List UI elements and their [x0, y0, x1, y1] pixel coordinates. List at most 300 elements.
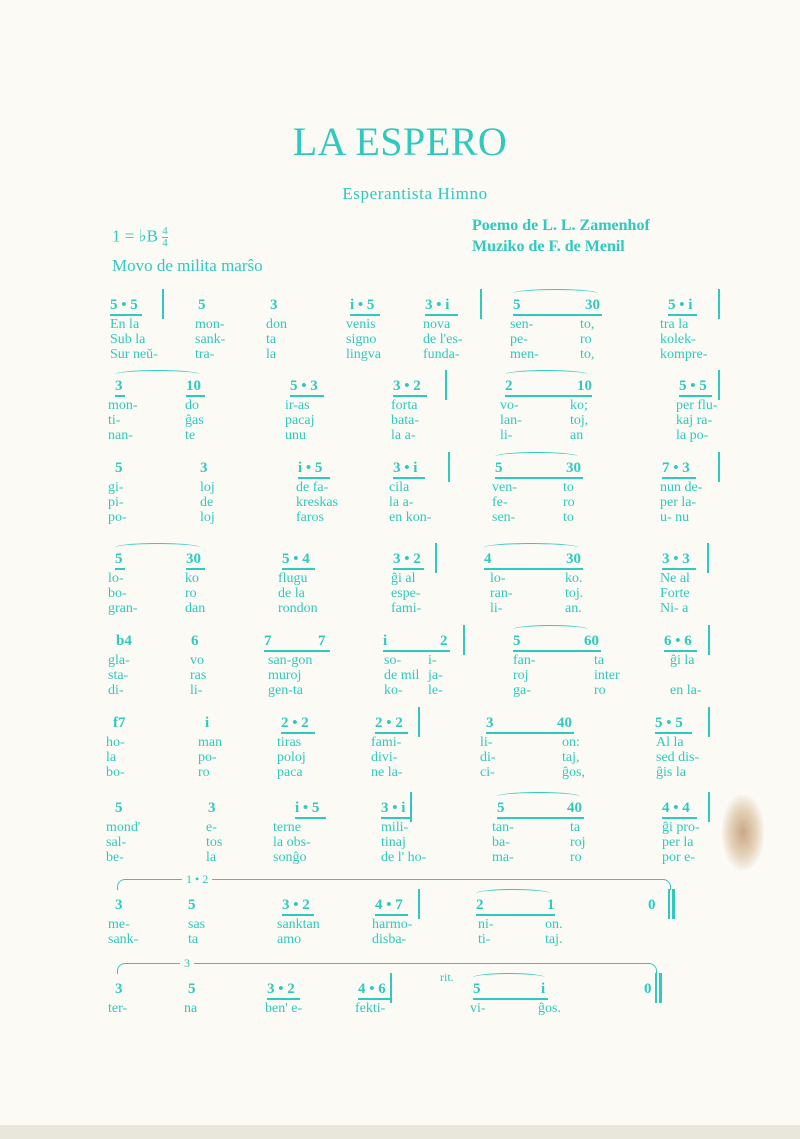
lyric-syllable: de	[200, 495, 214, 510]
lyric-syllable: an.	[565, 601, 582, 616]
bar-line	[463, 625, 465, 655]
volta-3-bracket	[117, 963, 657, 974]
lyric-syllable: ro	[570, 850, 582, 865]
note-group: 5 • 5	[655, 715, 683, 731]
note-group: 5	[497, 800, 505, 816]
lyric-syllable: ko.	[565, 571, 583, 586]
lyric-syllable: gla-	[108, 653, 130, 668]
note-group: 60	[584, 633, 599, 649]
lyric-syllable: la	[206, 850, 217, 865]
note-group: 2 • 2	[281, 715, 309, 731]
lyric-syllable: ras	[190, 668, 207, 683]
lyric-syllable: ci-	[480, 765, 495, 780]
lyric-syllable: per la-	[660, 495, 697, 510]
lyric-syllable: ti-	[478, 932, 491, 947]
lyric-syllable: vo	[190, 653, 204, 668]
lyric-syllable: dan	[185, 601, 206, 616]
lyric-syllable: ĝis la	[656, 765, 686, 780]
lyric-syllable: sonĝo	[273, 850, 307, 865]
lyric-syllable: fami-	[371, 735, 402, 750]
lyric-syllable: me-	[108, 917, 130, 932]
lyric-syllable: en kon-	[389, 510, 432, 525]
beat-underline	[513, 650, 601, 652]
note-group: 3 • 2	[393, 551, 421, 567]
lyric-syllable: lo-	[490, 571, 506, 586]
lyric-syllable: taj.	[545, 932, 563, 947]
lyric-syllable: sas	[188, 917, 206, 932]
lyric-syllable: fan-	[513, 653, 536, 668]
lyric-syllable: ja-	[428, 668, 443, 683]
lyric-syllable: na	[184, 1001, 198, 1016]
note-group: 3	[486, 715, 494, 731]
bar-line	[668, 889, 670, 919]
bar-line	[410, 792, 412, 822]
note-group: 3	[115, 981, 123, 997]
lyric-syllable: de l'es-	[423, 332, 463, 347]
lyric-syllable: man	[198, 735, 223, 750]
lyric-syllable: san-gon	[268, 653, 313, 668]
beat-underline	[186, 568, 205, 570]
lyric-syllable: nun de-	[660, 480, 703, 495]
tie-slur	[513, 289, 598, 298]
tie-slur	[495, 452, 578, 461]
lyric-syllable: i-	[428, 653, 437, 668]
lyric-syllable: ven-	[492, 480, 517, 495]
lyric-syllable: ni-	[478, 917, 494, 932]
note-group: 3	[115, 897, 123, 913]
lyric-syllable: sed dis-	[656, 750, 700, 765]
lyric-syllable: tan-	[492, 820, 514, 835]
bar-line	[445, 370, 447, 400]
key-signature	[112, 226, 168, 249]
time-bottom: 4	[162, 237, 168, 249]
lyric-syllable: ran-	[490, 586, 513, 601]
lyric-syllable: lo-	[108, 571, 124, 586]
lyric-syllable: mili-	[381, 820, 409, 835]
lyric-syllable: Sur neŭ-	[110, 347, 158, 362]
lyric-syllable: de l' ho-	[381, 850, 427, 865]
lyric-syllable: la po-	[676, 428, 709, 443]
lyric-syllable: muroj	[268, 668, 302, 683]
lyric-syllable: funda-	[423, 347, 460, 362]
bar-line	[718, 289, 720, 319]
note-group: 2	[505, 378, 513, 394]
lyric-syllable: forta	[391, 398, 418, 413]
beat-underline	[662, 817, 697, 819]
lyric-syllable: ir-as	[285, 398, 310, 413]
note-group: 5	[188, 981, 196, 997]
beat-underline	[282, 914, 314, 916]
lyric-syllable: ĝas	[185, 413, 204, 428]
beat-underline	[383, 650, 450, 652]
beat-underline	[186, 395, 205, 397]
lyric-syllable: men-	[510, 347, 539, 362]
bar-line	[708, 792, 710, 822]
lyric-syllable: ga-	[513, 683, 531, 698]
lyric-syllable: Ne al	[660, 571, 690, 586]
lyric-syllable: tra-	[195, 347, 215, 362]
lyric-syllable: terne	[273, 820, 301, 835]
note-group: 30	[566, 460, 581, 476]
lyric-syllable: la a-	[389, 495, 414, 510]
lyric-syllable: ko;	[570, 398, 588, 413]
lyric-syllable: tiras	[277, 735, 302, 750]
note-group: 4	[484, 551, 492, 567]
bar-line	[655, 973, 657, 1003]
lyric-syllable: disba-	[372, 932, 407, 947]
note-group: 3 • 2	[282, 897, 310, 913]
lyric-syllable: so-	[384, 653, 402, 668]
note-group: 4 • 4	[662, 800, 690, 816]
beat-underline	[393, 477, 425, 479]
lyric-syllable: roj	[513, 668, 529, 683]
note-group: 1	[547, 897, 555, 913]
lyric-syllable: ĝi la	[670, 653, 695, 668]
lyric-syllable: bo-	[106, 765, 125, 780]
lyric-syllable: poloj	[277, 750, 306, 765]
beat-underline	[662, 477, 696, 479]
lyric-syllable: tinaj	[381, 835, 406, 850]
note-group: 3	[270, 297, 278, 313]
lyric-syllable: ĝos.	[538, 1001, 561, 1016]
lyric-syllable: unu	[285, 428, 306, 443]
lyric-syllable: pacaj	[285, 413, 315, 428]
lyric-syllable: te	[185, 428, 196, 443]
note-group: 5	[188, 897, 196, 913]
note-group: 6 • 6	[664, 633, 692, 649]
lyric-syllable: roj	[570, 835, 586, 850]
lyric-syllable: de fa-	[296, 480, 329, 495]
lyric-syllable: taj,	[562, 750, 580, 765]
bar-line	[448, 452, 450, 482]
lyric-syllable: cila	[389, 480, 410, 495]
bar-line	[708, 707, 710, 737]
bar-line	[707, 543, 709, 573]
song-subtitle: Esperantista Himno	[342, 184, 488, 203]
beat-underline	[115, 568, 125, 570]
note-group: 2 • 2	[375, 715, 403, 731]
lyric-syllable: per la	[662, 835, 694, 850]
note-group: 5 • i	[668, 297, 693, 313]
beat-underline	[267, 998, 300, 1000]
lyric-syllable: don	[266, 317, 287, 332]
note-group: i • 5	[350, 297, 375, 313]
lyric-syllable: mon-	[195, 317, 225, 332]
lyric-syllable: di-	[108, 683, 124, 698]
beat-underline	[358, 998, 390, 1000]
lyric-syllable: fami-	[391, 601, 422, 616]
lyric-syllable: ter-	[108, 1001, 128, 1016]
lyric-syllable: do	[185, 398, 199, 413]
note-group: 2	[440, 633, 448, 649]
lyric-syllable: la a-	[391, 428, 416, 443]
lyric-syllable: por e-	[662, 850, 696, 865]
lyric-syllable: ben' e-	[265, 1001, 303, 1016]
note-group: 7	[318, 633, 326, 649]
lyric-syllable: loj	[200, 480, 215, 495]
beat-underline	[497, 817, 584, 819]
lyric-syllable: to,	[580, 317, 595, 332]
note-group: 2	[476, 897, 484, 913]
tie-slur	[484, 543, 578, 552]
note-group: 3 • 2	[393, 378, 421, 394]
lyric-syllable: li-	[480, 735, 493, 750]
lyric-syllable: ĝos,	[562, 765, 585, 780]
note-group: 5	[115, 800, 123, 816]
lyric-syllable: ko	[185, 571, 199, 586]
note-group: 5	[513, 633, 521, 649]
lyric-syllable: tra la	[660, 317, 689, 332]
beat-underline	[295, 817, 326, 819]
beat-underline	[350, 314, 380, 316]
note-group: 5 • 5	[679, 378, 707, 394]
lyric-syllable: ta	[570, 820, 581, 835]
song-title: LA ESPERO	[292, 119, 508, 164]
lyric-syllable: ne la-	[371, 765, 403, 780]
key-label: 1 = ♭B	[112, 226, 158, 246]
page-edge	[0, 1125, 800, 1139]
lyric-syllable: ro	[580, 332, 592, 347]
bar-line	[435, 543, 437, 573]
lyric-syllable: sen-	[492, 510, 516, 525]
lyric-syllable: li-	[190, 683, 203, 698]
time-signature	[162, 226, 168, 249]
note-group: 3 • i	[381, 800, 406, 816]
lyric-syllable: gen-ta	[268, 683, 303, 698]
lyric-syllable: kaj ra-	[676, 413, 713, 428]
lyric-syllable: Ni- a	[660, 601, 689, 616]
lyric-syllable: divi-	[371, 750, 398, 765]
lyric-syllable: ko-	[384, 683, 403, 698]
lyric-syllable: sal-	[106, 835, 127, 850]
lyric-syllable: lan-	[500, 413, 522, 428]
beat-underline	[375, 732, 408, 734]
lyric-syllable: ro	[185, 586, 197, 601]
beat-underline	[110, 314, 142, 316]
lyric-syllable: lingva	[346, 347, 381, 362]
lyric-syllable: mond'	[106, 820, 141, 835]
lyric-syllable: li-	[490, 601, 503, 616]
lyric-syllable: inter	[594, 668, 620, 683]
note-group: 3 • 2	[267, 981, 295, 997]
lyric-syllable: kompre-	[660, 347, 708, 362]
lyric-syllable: li-	[500, 428, 513, 443]
final-bar-line	[672, 889, 675, 919]
lyric-syllable: to	[563, 510, 574, 525]
note-group: 5	[198, 297, 206, 313]
lyric-syllable: loj	[200, 510, 215, 525]
note-group: i	[541, 981, 546, 997]
note-group: 5	[473, 981, 481, 997]
lyric-syllable: ti-	[108, 413, 121, 428]
lyric-syllable: ro	[563, 495, 575, 510]
tie-slur	[115, 370, 200, 379]
bar-line	[718, 452, 720, 482]
beat-underline	[282, 568, 315, 570]
lyric-syllable: sank-	[108, 932, 139, 947]
lyric-syllable: paca	[277, 765, 303, 780]
beat-underline	[668, 314, 697, 316]
lyric-syllable: ta	[266, 332, 277, 347]
lyric-syllable: signo	[346, 332, 377, 347]
note-group: 5	[495, 460, 503, 476]
beat-underline	[115, 395, 125, 397]
lyric-syllable: la	[106, 750, 117, 765]
lyric-syllable: e-	[206, 820, 217, 835]
lyric-syllable: amo	[277, 932, 302, 947]
lyric-syllable: be-	[106, 850, 124, 865]
note-group: 4 • 6	[358, 981, 386, 997]
beat-underline	[264, 650, 330, 652]
time-top: 4	[162, 225, 168, 237]
paper-stain	[722, 795, 764, 870]
lyric-syllable: kreskas	[296, 495, 338, 510]
note-group: 3 • 3	[662, 551, 690, 567]
note-group: 3	[208, 800, 216, 816]
lyric-syllable: la obs-	[273, 835, 311, 850]
beat-underline	[486, 732, 574, 734]
lyric-syllable: en la-	[670, 683, 702, 698]
beat-underline	[375, 914, 408, 916]
bar-line	[708, 625, 710, 655]
lyric-syllable: fe-	[492, 495, 508, 510]
volta-1-2-label: 1 • 2	[182, 872, 212, 887]
lyric-syllable: venis	[346, 317, 376, 332]
note-group: b4	[116, 633, 132, 649]
lyric-syllable: tos	[206, 835, 223, 850]
composer-credit: Muziko de F. de Menil	[472, 238, 625, 255]
note-group: 5	[115, 460, 123, 476]
lyric-syllable: ma-	[492, 850, 514, 865]
lyric-syllable: to	[563, 480, 574, 495]
lyric-syllable: nova	[423, 317, 451, 332]
note-group: 4 • 7	[375, 897, 403, 913]
bar-line	[480, 289, 482, 319]
tie-slur	[505, 370, 588, 379]
lyric-syllable: le-	[428, 683, 443, 698]
volta-3-label: 3	[180, 956, 194, 971]
note-group: 0	[648, 897, 656, 913]
note-group: 5 • 4	[282, 551, 310, 567]
lyric-syllable: toj.	[565, 586, 584, 601]
beat-underline	[298, 477, 330, 479]
lyric-syllable: la	[266, 347, 277, 362]
note-group: 3 • i	[425, 297, 450, 313]
note-group: 10	[577, 378, 592, 394]
beat-underline	[290, 395, 324, 397]
lyric-syllable: rondon	[278, 601, 318, 616]
note-group: i • 5	[295, 800, 320, 816]
beat-underline	[484, 568, 583, 570]
note-group: 5 • 3	[290, 378, 318, 394]
note-group: 10	[186, 378, 201, 394]
tie-slur	[476, 889, 550, 898]
bar-line	[418, 707, 420, 737]
lyric-syllable: gi-	[108, 480, 124, 495]
beat-underline	[473, 998, 548, 1000]
poet-credit: Poemo de L. L. Zamenhof	[472, 217, 650, 234]
note-group: 3	[200, 460, 208, 476]
lyric-syllable: on.	[545, 917, 563, 932]
lyric-syllable: sen-	[510, 317, 534, 332]
beat-underline	[393, 395, 427, 397]
lyric-syllable: bata-	[391, 413, 419, 428]
note-group: 40	[567, 800, 582, 816]
lyric-syllable: ho-	[106, 735, 125, 750]
note-group: f7	[113, 715, 126, 731]
lyric-syllable: sanktan	[277, 917, 320, 932]
note-group: 30	[585, 297, 600, 313]
beat-underline	[679, 395, 712, 397]
lyric-syllable: harmo-	[372, 917, 413, 932]
note-group: i • 5	[298, 460, 323, 476]
note-group: 7	[264, 633, 272, 649]
lyric-syllable: Forte	[660, 586, 690, 601]
lyric-syllable: per flu-	[676, 398, 718, 413]
note-group: 30	[566, 551, 581, 567]
lyric-syllable: u- nu	[660, 510, 690, 525]
note-group: 5	[115, 551, 123, 567]
lyric-syllable: on:	[562, 735, 580, 750]
lyric-syllable: vi-	[470, 1001, 486, 1016]
tie-slur	[473, 973, 545, 982]
lyric-syllable: nan-	[108, 428, 133, 443]
note-group: 0	[644, 981, 652, 997]
lyric-syllable: faros	[296, 510, 324, 525]
lyric-syllable: kolek-	[660, 332, 696, 347]
lyric-syllable: an	[570, 428, 584, 443]
lyric-syllable: ta	[594, 653, 605, 668]
lyric-syllable: sank-	[195, 332, 226, 347]
lyric-syllable: mon-	[108, 398, 138, 413]
bar-line	[718, 370, 720, 400]
lyric-syllable: sta-	[108, 668, 129, 683]
beat-underline	[505, 395, 592, 397]
note-group: 30	[186, 551, 201, 567]
note-group: 40	[557, 715, 572, 731]
note-group: 7 • 3	[662, 460, 690, 476]
lyric-syllable: toj,	[570, 413, 589, 428]
lyric-syllable: de la	[278, 586, 305, 601]
lyric-syllable: po-	[198, 750, 217, 765]
lyric-syllable: gran-	[108, 601, 138, 616]
tempo-marking: Movo de milita marŝo	[112, 256, 263, 275]
lyric-syllable: ĝi al	[391, 571, 416, 586]
lyric-syllable: ba-	[492, 835, 510, 850]
beat-underline	[381, 817, 410, 819]
lyric-syllable: di-	[480, 750, 496, 765]
note-group: i	[383, 633, 388, 649]
lyric-syllable: ro	[594, 683, 606, 698]
beat-underline	[664, 650, 697, 652]
beat-underline	[655, 732, 692, 734]
lyric-syllable: po-	[108, 510, 127, 525]
note-group: 6	[191, 633, 199, 649]
beat-underline	[476, 914, 555, 916]
ritardando-mark: rit.	[440, 970, 454, 984]
final-bar-line	[659, 973, 662, 1003]
note-group: i	[205, 715, 210, 731]
lyric-syllable: espe-	[391, 586, 421, 601]
note-group: 5	[513, 297, 521, 313]
lyric-syllable: bo-	[108, 586, 127, 601]
lyric-syllable: ro	[198, 765, 210, 780]
lyric-syllable: pi-	[108, 495, 124, 510]
lyric-syllable: Sub la	[110, 332, 146, 347]
tie-slur	[497, 792, 580, 801]
lyric-syllable: pe-	[510, 332, 528, 347]
lyric-syllable: de mil	[384, 668, 420, 683]
